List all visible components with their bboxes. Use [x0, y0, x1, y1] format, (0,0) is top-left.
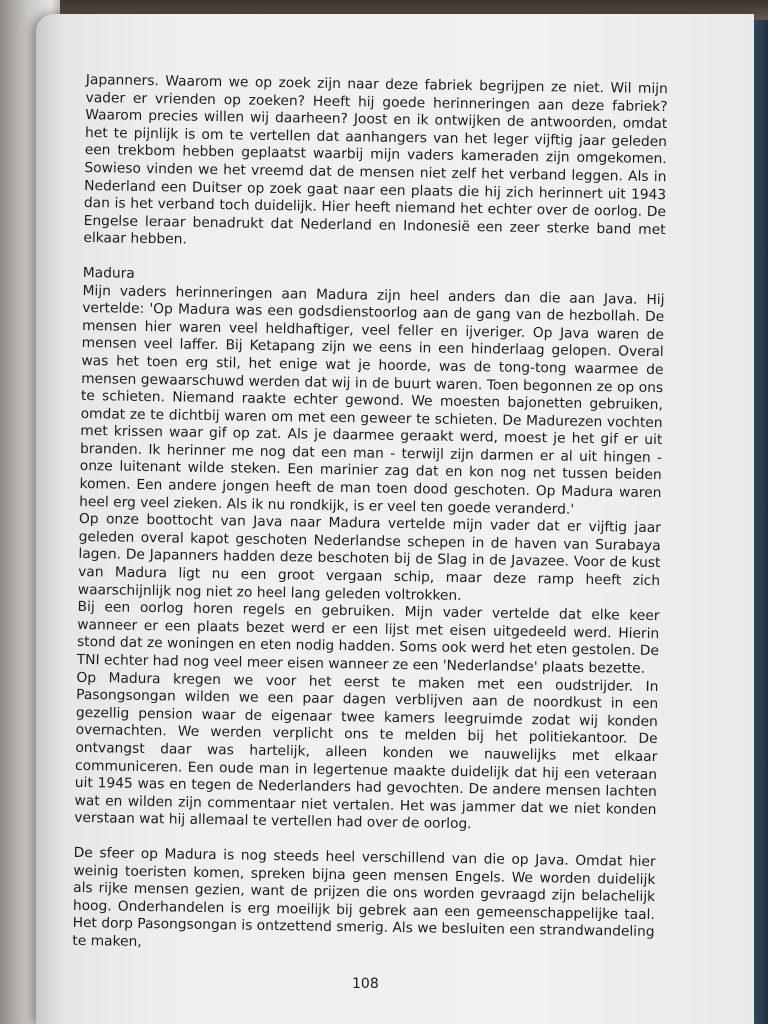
paragraph-6: De sfeer op Madura is nog steeds heel verschillend van die op Java. Omdat hier weinig toeristen komen, spreken bijna geen mensen Engels. We worden duidelijk als rijke mensen gezien, want de prijzen die ons worden gevraagd zijn belachelijk hoog. Onderhandelen is erg moeilijk bij gebrek aan een gemeenschappelijke taal. Het dorp Pasongsongan is ontzettend smerig. Als we besluiten een strandwandeling te maken, [72, 844, 656, 950]
page-number: 108 [352, 976, 379, 992]
paragraph-5: Op Madura kregen we voor het eerst te maken met een oudstrijder. In Pasongsongan wilden we een paar dagen verblijven aan de noordkust in een gezellig pension waar de eigenaar twee kamers leegruimde zodat wij konden overnachten. We werden verplicht ons te melden bij het politiekantoor. De ontvangst daar was hartelijk, alleen konden we nauwelijks met elkaar communiceren. Een oude man in legertenue maakte duidelijk dat hij een veteraan uit 1945 was en tegen de Nederlanders had gevochten. De andere mensen lachten wat en wilden zijn commentaar niet vertalen. Het was jammer dat we niet konden verstaan wat hij allemaal te vertellen had over de oorlog. [74, 669, 659, 833]
paragraph-4: Bij een oorlog horen regels en gebruiken. Mijn vader vertelde dat elke keer wanneer er een plaats bezet werd er een lijst met eisen uitgedeeld werd. Hierin stond dat ze woningen en eten nodig hadden. Soms ook werd het eten gestolen. De TNI echter had nog veel meer eisen wanneer ze een 'Nederlandse' plaats bezette. [76, 599, 660, 677]
paragraph-2: Mijn vaders herinneringen aan Madura zijn heel anders dan die aan Java. Hij vertelde: 'Op Madura was een godsdienstoorlog aan de gang van de hezbollah. De mensen hier waren veel heldhaftiger, veel feller en ijveriger. Op Java waren de mensen veel laffer. Bij Ketapang zijn we eens in een hinderlaag gelopen. Overal was het toen erg stil, het enige wat je hoorde, was de tong-tong waarmee de mensen gewaarschuwd werden dat wij in de buurt waren. Toen begonnen ze op ons te schieten. Niemand raakte echter gewond. We moesten bajonetten gebruiken, omdat ze te dichtbij waren om met een geweer te schieten. De Madurezen vochten met krissen waar gif op zat. Als je daarmee geraakt werd, moest je het gif er uit branden. Ik herinner me nog dat een man - terwijl zijn darmen er al uit hingen - onze luitenant wilde steken. Een marinier zag dat en kon nog net tussen beiden komen. Een andere jongen heeft de man toen dood geschoten. Op Madura waren heel erg veel zieken. Als ik nu rondkijk, is er veel ten goede veranderd.' [79, 282, 665, 518]
book-page [36, 14, 754, 1024]
section-heading-madura: Madura [82, 264, 135, 282]
page-text [72, 72, 668, 960]
paragraph-3: Op onze boottocht van Java naar Madura vertelde mijn vader dat er vijftig jaar geleden overal kapot geschoten Nederlandse schepen in de haven van Surabaya lagen. De Japanners hadden deze beschoten bij de Slag in de Javazee. Voor de kust van Madura ligt nu een groot vergaan schip, maar deze ramp heeft zich waarschijnlijk nog niet zo heel lang geleden voltrokken. [77, 511, 662, 604]
paragraph-1: Japanners. Waarom we op zoek zijn naar deze fabriek begrijpen ze niet. Wil mijn vader er vrienden op zoeken? Heeft hij goede herinneringen aan deze fabriek? Waarom precies willen wij daarheen? Joost en ik ontwijken de antwoorden, omdat het te pijnlijk is om te vertellen dat aanhangers van het leger vijftig jaar geleden een trekbom hebben geplaatst waarbij mijn vaders kameraden zijn omgekomen. Sowieso vinden we het vreemd dat de mensen niet zelf het verband leggen. Als in Nederland een Duitser op zoek gaat naar een plaats die hij zich herinnert uit 1943 dan is het verband toch duidelijk. Hier heeft niemand het echter over de oorlog. De Engelse leraar benadrukt dat Nederland en Indonesië een zeer sterke band met elkaar hebben. [83, 72, 668, 248]
